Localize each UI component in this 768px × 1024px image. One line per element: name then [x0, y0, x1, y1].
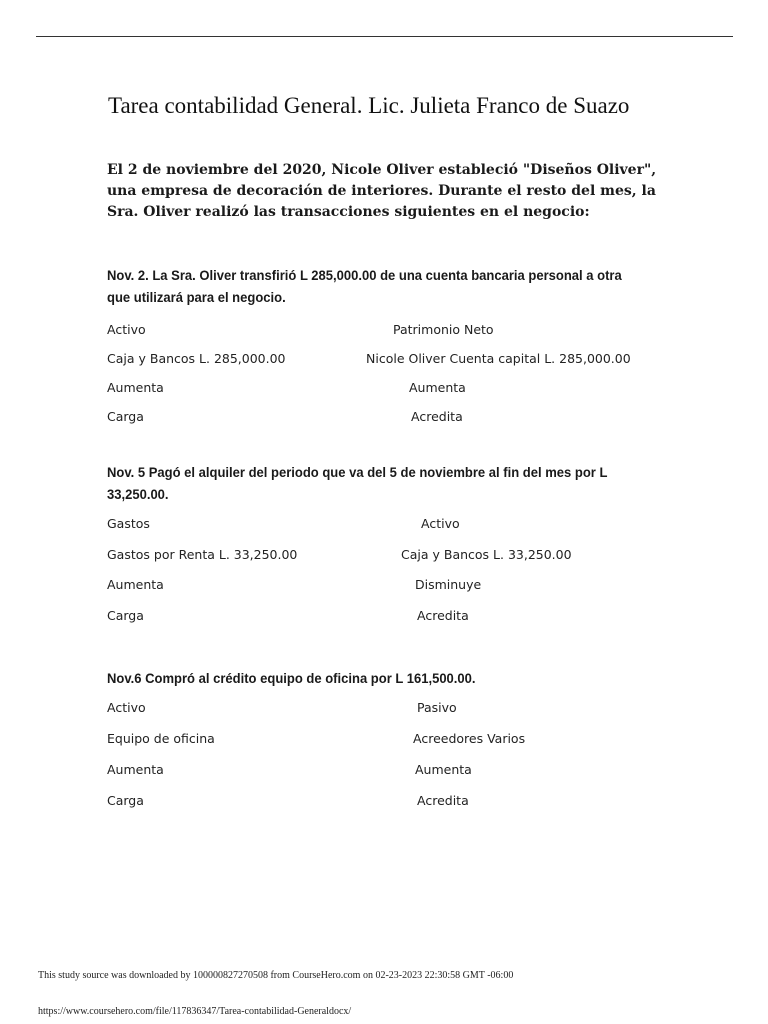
entry-right: Nicole Oliver Cuenta capital L. 285,000.00 [366, 351, 631, 366]
entry-left: Gastos por Renta L. 33,250.00 [107, 547, 298, 562]
transaction-heading: Nov. 5 Pagó el alquiler del periodo que va del 5 de noviembre al fin del mes por L 33,250.00. [107, 464, 608, 502]
entry-right: Aumenta [409, 380, 466, 395]
top-rule [36, 36, 733, 37]
entry-row [107, 380, 667, 409]
entry-left: Gastos [107, 516, 150, 531]
entry-row [107, 731, 667, 762]
entry-left: Aumenta [107, 762, 164, 777]
entry-right: Acredita [417, 793, 469, 808]
entry-row [107, 793, 667, 822]
entry-left: Caja y Bancos L. 285,000.00 [107, 351, 286, 366]
transaction-heading: Nov.6 Compró al crédito equipo de oficina por L 161,500.00. [107, 670, 476, 686]
intro-paragraph: El 2 de noviembre del 2020, Nicole Oliver estableció "Diseños Oliver", una empresa de decoración de interiores. Durante el resto del mes, la Sra. Oliver realizó las transacciones siguientes en el negocio: [107, 162, 657, 220]
entry-right: Aumenta [415, 762, 472, 777]
entry-left: Carga [107, 608, 144, 623]
document-title: Tarea contabilidad General. Lic. Julieta Franco de Suazo [108, 93, 630, 118]
entry-right: Pasivo [417, 700, 457, 715]
entry-left: Equipo de oficina [107, 731, 215, 746]
entry-right: Patrimonio Neto [393, 322, 494, 337]
entry-right: Disminuye [415, 577, 482, 592]
entry-row [107, 516, 667, 547]
entry-row [107, 700, 667, 731]
entry-left: Carga [107, 793, 144, 808]
entry-row [107, 322, 667, 351]
entry-row [107, 547, 667, 577]
entry-right: Acreedores Varios [413, 731, 526, 746]
entry-row [107, 351, 667, 380]
transaction-nov-6 [107, 667, 667, 822]
source-url: https://www.coursehero.com/file/117836347/Tarea-contabilidad-Generaldocx/ [38, 1006, 352, 1017]
entry-row [107, 762, 667, 793]
transaction-nov-5 [107, 461, 667, 637]
entry-left: Carga [107, 409, 144, 424]
entry-right: Caja y Bancos L. 33,250.00 [401, 547, 572, 562]
entry-left: Activo [107, 322, 146, 337]
entry-row [107, 409, 667, 438]
transaction-nov-2 [107, 264, 667, 438]
transaction-heading: Nov. 2. La Sra. Oliver transfirió L 285,000.00 de una cuenta bancaria personal a otra que utilizará para el negocio. [107, 267, 622, 305]
entry-right: Acredita [411, 409, 463, 424]
source-note: This study source was downloaded by 100000827270508 from CourseHero.com on 02-23-2023 22:30:58 GMT -06:00 [38, 970, 514, 981]
entry-right: Acredita [417, 608, 469, 623]
entry-right: Activo [421, 516, 460, 531]
entry-row [107, 608, 667, 637]
entry-row [107, 577, 667, 608]
entry-left: Aumenta [107, 577, 164, 592]
entry-left: Aumenta [107, 380, 164, 395]
entry-left: Activo [107, 700, 146, 715]
